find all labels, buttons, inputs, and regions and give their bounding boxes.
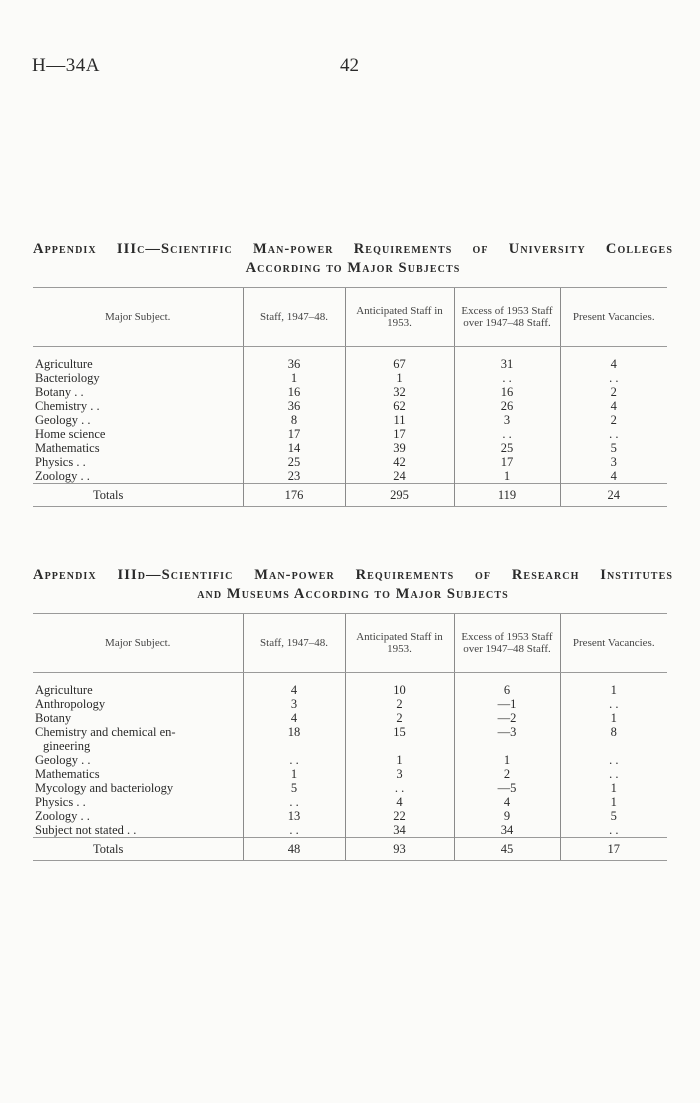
- cell-staff: 17: [243, 427, 345, 441]
- cell-anticipated: 15: [345, 725, 454, 753]
- cell-subject-text: Physics . .: [35, 455, 86, 469]
- cell-vacancies: 1: [560, 795, 667, 809]
- cell-staff: 23: [243, 469, 345, 484]
- cell-excess: —5: [454, 781, 560, 795]
- appendix-iiic-title: [33, 240, 673, 278]
- table-row: [33, 673, 667, 698]
- totals-staff: 176: [243, 484, 345, 507]
- cell-subject-text: Agriculture: [35, 357, 93, 371]
- cell-staff: 36: [243, 399, 345, 413]
- cell-subject-text: Mathematics: [35, 441, 100, 455]
- cell-subject: [33, 711, 243, 725]
- column-header-vacancies: Present Vacancies.: [560, 614, 667, 673]
- cell-anticipated: 17: [345, 427, 454, 441]
- cell-vacancies: 2: [560, 413, 667, 427]
- appendix-iiic-title-line2: According to Major Subjects: [245, 260, 461, 276]
- cell-excess: 4: [454, 795, 560, 809]
- cell-excess: —1: [454, 697, 560, 711]
- cell-subject: [33, 673, 243, 698]
- cell-anticipated: 11: [345, 413, 454, 427]
- appendix-iiid-title-line1: Appendix IIId—Scientific Man-power Requirements of Research Institutes: [33, 567, 673, 583]
- totals-vacancies: 24: [560, 484, 667, 507]
- totals-excess: 45: [454, 838, 560, 861]
- totals-anticipated: 295: [345, 484, 454, 507]
- cell-excess: —3: [454, 725, 560, 753]
- cell-excess: 1: [454, 753, 560, 767]
- table-row: [33, 725, 667, 753]
- table-row: [33, 455, 667, 469]
- cell-subject-text: Geology . .: [35, 413, 91, 427]
- cell-vacancies: 2: [560, 385, 667, 399]
- table-row: [33, 795, 667, 809]
- cell-anticipated: 1: [345, 371, 454, 385]
- cell-staff: 3: [243, 697, 345, 711]
- cell-subject-text: Mycology and bacteriology: [35, 781, 174, 795]
- cell-excess: 9: [454, 809, 560, 823]
- cell-anticipated: 34: [345, 823, 454, 838]
- cell-subject: [33, 413, 243, 427]
- cell-anticipated: 32: [345, 385, 454, 399]
- cell-excess: . .: [454, 427, 560, 441]
- cell-vacancies: 1: [560, 673, 667, 698]
- cell-subject-text: Zoology . .: [35, 469, 90, 483]
- cell-excess: 2: [454, 767, 560, 781]
- totals-row: [33, 838, 667, 861]
- page-code: H—34A: [32, 55, 100, 76]
- cell-vacancies: 1: [560, 711, 667, 725]
- cell-staff: 18: [243, 725, 345, 753]
- cell-staff: 1: [243, 371, 345, 385]
- cell-staff: 1: [243, 767, 345, 781]
- cell-staff: 4: [243, 711, 345, 725]
- cell-subject-text: Anthropology: [35, 697, 106, 711]
- table-row: [33, 809, 667, 823]
- cell-staff: 36: [243, 347, 345, 372]
- cell-anticipated: 22: [345, 809, 454, 823]
- appendix-iiid-title-line2: and Museums According to Major Subjects: [197, 586, 509, 602]
- table-row: [33, 823, 667, 838]
- cell-subject: [33, 455, 243, 469]
- cell-subject: [33, 753, 243, 767]
- cell-subject-text: Bacteriology: [35, 371, 100, 385]
- cell-subject-text: Zoology . .: [35, 809, 90, 823]
- cell-excess: 3: [454, 413, 560, 427]
- page-number: 42: [340, 55, 359, 76]
- cell-staff: . .: [243, 823, 345, 838]
- table-row: [33, 781, 667, 795]
- column-header-staff: Staff, 1947–48.: [243, 288, 345, 347]
- table-row: [33, 697, 667, 711]
- cell-anticipated: 2: [345, 711, 454, 725]
- totals-row: [33, 484, 667, 507]
- page-header: [0, 55, 700, 79]
- totals-staff: 48: [243, 838, 345, 861]
- table-header-row: [33, 614, 667, 673]
- cell-vacancies: 1: [560, 781, 667, 795]
- cell-anticipated: 24: [345, 469, 454, 484]
- cell-staff: 4: [243, 673, 345, 698]
- column-header-excess: Excess of 1953 Staff over 1947–48 Staff.: [454, 614, 560, 673]
- column-header-subject: Major Subject.: [33, 614, 243, 673]
- cell-anticipated: 62: [345, 399, 454, 413]
- cell-vacancies: . .: [560, 767, 667, 781]
- cell-subject: [33, 809, 243, 823]
- cell-subject: [33, 823, 243, 838]
- cell-subject: [33, 385, 243, 399]
- cell-anticipated: 1: [345, 753, 454, 767]
- cell-excess: 16: [454, 385, 560, 399]
- cell-vacancies: 4: [560, 399, 667, 413]
- table-row: [33, 385, 667, 399]
- cell-subject-text: Agriculture: [35, 683, 93, 697]
- table-row: [33, 371, 667, 385]
- appendix-iiic-table: [33, 287, 667, 507]
- cell-subject-text: Botany . .: [35, 385, 84, 399]
- cell-anticipated: . .: [345, 781, 454, 795]
- cell-anticipated: 39: [345, 441, 454, 455]
- table-row: [33, 469, 667, 484]
- appendix-iiid-title: [33, 566, 673, 604]
- appendix-iiic: [33, 240, 673, 507]
- cell-staff: . .: [243, 795, 345, 809]
- cell-excess: 31: [454, 347, 560, 372]
- cell-subject: [33, 697, 243, 711]
- cell-subject: [33, 767, 243, 781]
- column-header-staff: Staff, 1947–48.: [243, 614, 345, 673]
- totals-label: Totals: [93, 842, 124, 856]
- column-header-anticipated: Anticipated Staff in 1953.: [345, 288, 454, 347]
- cell-excess: 17: [454, 455, 560, 469]
- cell-vacancies: . .: [560, 697, 667, 711]
- cell-subject: [33, 427, 243, 441]
- cell-subject-text: Geology . .: [35, 753, 91, 767]
- cell-vacancies: . .: [560, 371, 667, 385]
- cell-subject: [33, 371, 243, 385]
- cell-anticipated: 67: [345, 347, 454, 372]
- cell-subject: [33, 725, 243, 753]
- column-header-excess: Excess of 1953 Staff over 1947–48 Staff.: [454, 288, 560, 347]
- cell-staff: 5: [243, 781, 345, 795]
- cell-vacancies: . .: [560, 753, 667, 767]
- cell-staff: 13: [243, 809, 345, 823]
- cell-excess: 6: [454, 673, 560, 698]
- table-header-row: [33, 288, 667, 347]
- table-row: [33, 413, 667, 427]
- column-header-subject: Major Subject.: [33, 288, 243, 347]
- cell-vacancies: 8: [560, 725, 667, 753]
- cell-excess: 34: [454, 823, 560, 838]
- cell-anticipated: 4: [345, 795, 454, 809]
- appendix-iiid-table: [33, 613, 667, 861]
- totals-label-cell: [33, 484, 243, 507]
- table-row: [33, 767, 667, 781]
- totals-vacancies: 17: [560, 838, 667, 861]
- cell-vacancies: 5: [560, 809, 667, 823]
- cell-vacancies: . .: [560, 823, 667, 838]
- table-row: [33, 427, 667, 441]
- cell-anticipated: 10: [345, 673, 454, 698]
- cell-vacancies: 4: [560, 469, 667, 484]
- cell-anticipated: 2: [345, 697, 454, 711]
- cell-excess: . .: [454, 371, 560, 385]
- cell-staff: 8: [243, 413, 345, 427]
- appendix-iiid: [33, 566, 673, 861]
- cell-staff: 14: [243, 441, 345, 455]
- cell-subject-text: Mathematics: [35, 767, 100, 781]
- cell-staff: . .: [243, 753, 345, 767]
- cell-subject: [33, 399, 243, 413]
- cell-subject-continuation: gineering: [43, 739, 91, 753]
- cell-vacancies: . .: [560, 427, 667, 441]
- cell-excess: 26: [454, 399, 560, 413]
- cell-vacancies: 4: [560, 347, 667, 372]
- table-row: [33, 441, 667, 455]
- table-row: [33, 753, 667, 767]
- cell-subject-text: Botany: [35, 711, 72, 725]
- cell-excess: 25: [454, 441, 560, 455]
- cell-subject-text: Home science: [35, 427, 106, 441]
- totals-label: Totals: [93, 488, 124, 502]
- cell-subject: [33, 347, 243, 372]
- cell-vacancies: 3: [560, 455, 667, 469]
- table-row: [33, 711, 667, 725]
- table-row: [33, 347, 667, 372]
- cell-subject: [33, 781, 243, 795]
- cell-excess: —2: [454, 711, 560, 725]
- totals-label-cell: [33, 838, 243, 861]
- cell-staff: 25: [243, 455, 345, 469]
- cell-subject: [33, 469, 243, 484]
- cell-excess: 1: [454, 469, 560, 484]
- cell-subject-text: Chemistry and chemical en-: [35, 725, 176, 739]
- cell-subject-text: Chemistry . .: [35, 399, 100, 413]
- cell-subject: [33, 795, 243, 809]
- appendix-iiic-title-line1: Appendix IIIc—Scientific Man-power Requirements of University Colleges: [33, 241, 673, 257]
- column-header-anticipated: Anticipated Staff in 1953.: [345, 614, 454, 673]
- cell-subject: [33, 441, 243, 455]
- totals-anticipated: 93: [345, 838, 454, 861]
- table-row: [33, 399, 667, 413]
- cell-subject-text: Subject not stated . .: [35, 823, 137, 837]
- totals-excess: 119: [454, 484, 560, 507]
- cell-anticipated: 42: [345, 455, 454, 469]
- cell-anticipated: 3: [345, 767, 454, 781]
- cell-vacancies: 5: [560, 441, 667, 455]
- column-header-vacancies: Present Vacancies.: [560, 288, 667, 347]
- cell-staff: 16: [243, 385, 345, 399]
- cell-subject-text: Physics . .: [35, 795, 86, 809]
